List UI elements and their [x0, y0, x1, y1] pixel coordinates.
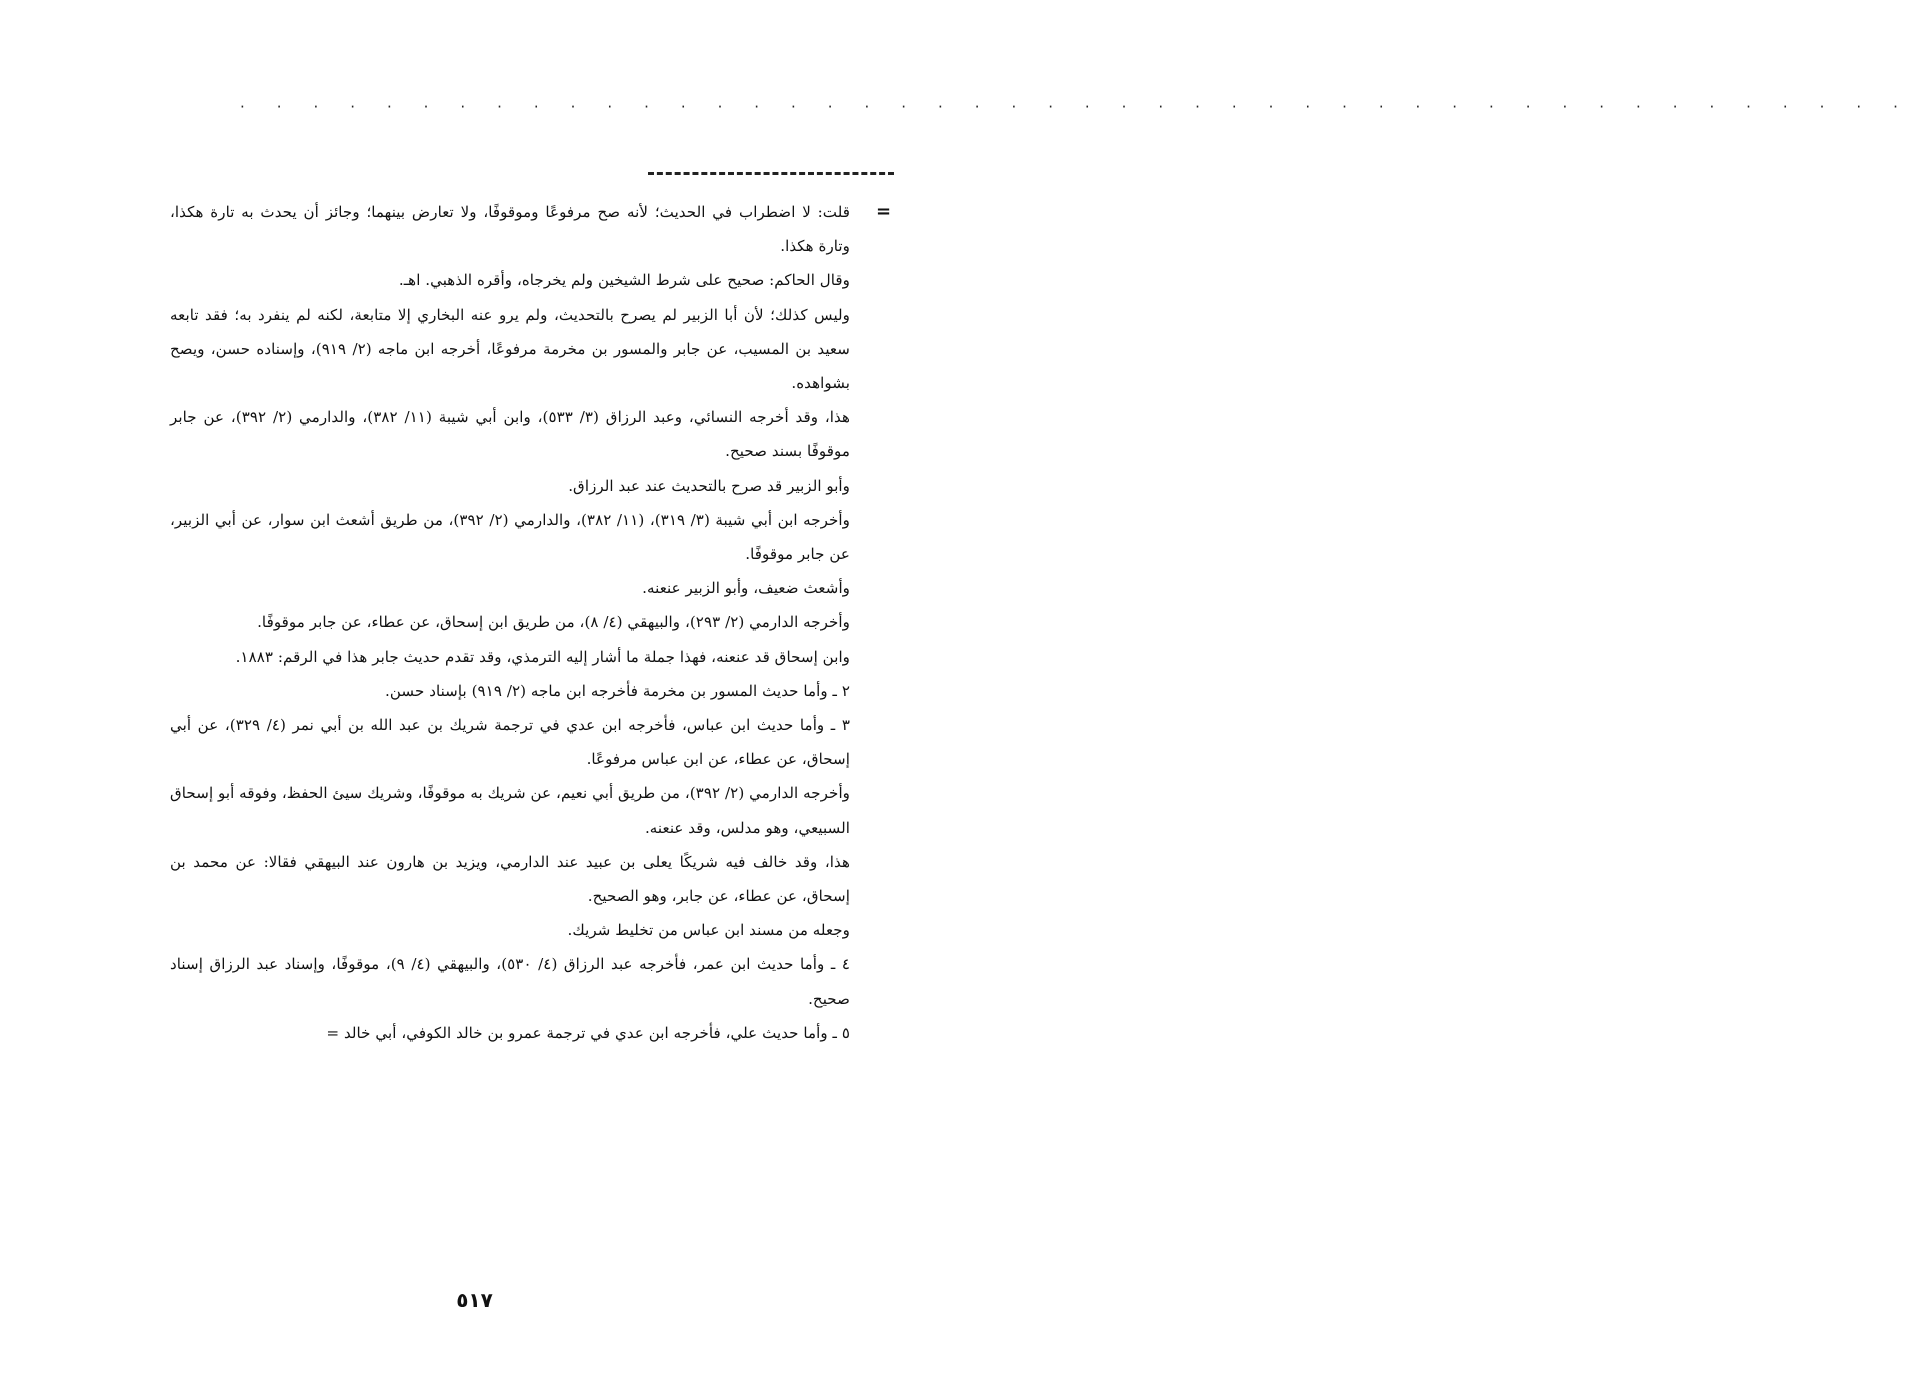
footnote-paragraph: وجعله من مسند ابن عباس من تخليط شريك. [567, 921, 850, 940]
footnote-paragraph: ٥ ـ وأما حديث علي، فأخرجه ابن عدي في ترجمة عمرو بن خالد الكوفي، أبي خالد = [326, 1023, 850, 1042]
continuation-mark: = [876, 201, 892, 222]
footnote-body [170, 195, 850, 1050]
footnote-paragraph: ٤ ـ وأما حديث ابن عمر، فأخرجه عبد الرزاق (٤/ ٥٣٠)، والبيهقي (٤/ ٩)، موقوفًا، وإسناد عبد الرزاق إسناد صحيح. [170, 955, 850, 1008]
footnote-paragraph: وأخرجه الدارمي (٢/ ٢٩٣)، والبيهقي (٤/ ٨)، من طريق ابن إسحاق، عن عطاء، عن جابر موقوفًا. [257, 613, 850, 632]
footnote-paragraph: وليس كذلك؛ لأن أبا الزبير لم يصرح بالتحديث، ولم يرو عنه البخاري إلا متابعة، لكنه لم ينفرد به؛ فقد تابعه سعيد بن المسيب، عن جابر والمسور بن مخرمة مرفوعًا، أخرجه ابن ماجه (٢/ ٩١٩)، وإسناده حسن، ويصح بشواهده. [170, 305, 850, 393]
footnote-paragraph: قلت: لا اضطراب في الحديث؛ لأنه صح مرفوعًا وموقوفًا، ولا تعارض بينهما؛ وجائز أن يحدث به تارة هكذا، وتارة هكذا. [170, 203, 850, 256]
footnote-paragraph: هذا، وقد أخرجه النسائي، وعبد الرزاق (٣/ ٥٣٣)، وابن أبي شيبة (١١/ ٣٨٢)، والدارمي (٢/ ٣٩٢)، عن جابر موقوفًا بسند صحيح. [170, 408, 850, 461]
footnote-separator-rule [648, 172, 894, 175]
footnote-paragraph: ٣ ـ وأما حديث ابن عباس، فأخرجه ابن عدي في ترجمة شريك بن عبد الله بن أبي نمر (٤/ ٣٢٩)، عن أبي إسحاق، عن عطاء، عن ابن عباس مرفوعًا. [170, 716, 850, 769]
footnote-paragraph: هذا، وقد خالف فيه شريكًا يعلى بن عبيد عند الدارمي، ويزيد بن هارون عند البيهقي فقالا: عن محمد بن إسحاق، عن عطاء، عن جابر، وهو الصحيح. [170, 852, 850, 906]
page-number: ٥١٧ [456, 1288, 493, 1312]
footnote-paragraph: وابن إسحاق قد عنعنه، فهذا جملة ما أشار إليه الترمذي، وقد تقدم حديث جابر هذا في الرقم: ١٨٨٣. [235, 647, 850, 666]
footnote-paragraph: وأبو الزبير قد صرح بالتحديث عند عبد الرزاق. [568, 476, 850, 495]
footnote-paragraph: وأخرجه ابن أبي شيبة (٣/ ٣١٩)، (١١/ ٣٨٢)، والدارمي (٢/ ٣٩٢)، من طريق أشعث ابن سوار، عن أبي الزبير، عن جابر موقوفًا. [170, 510, 850, 564]
footnote-paragraph: ٢ ـ وأما حديث المسور بن مخرمة فأخرجه ابن ماجه (٢/ ٩١٩) بإسناد حسن. [385, 681, 850, 700]
footnote-paragraph: وأشعث ضعيف، وأبو الزبير عنعنه. [642, 579, 850, 598]
footnote-paragraph: وأخرجه الدارمي (٢/ ٣٩٢)، من طريق أبي نعيم، عن شريك به موقوفًا، وشريك سيئ الحفظ، وفوقه أبو إسحاق السبيعي، وهو مدلس، وقد عنعنه. [170, 784, 850, 837]
footnote-paragraph: وقال الحاكم: صحيح على شرط الشيخين ولم يخرجاه، وأقره الذهبي. اهـ. [398, 271, 850, 290]
header-dotted-line: · · · · · · · · · · · · · · · · · · · · · · · · · · · · · · · · · · · · · · · · · · · · · · [240, 98, 1912, 116]
